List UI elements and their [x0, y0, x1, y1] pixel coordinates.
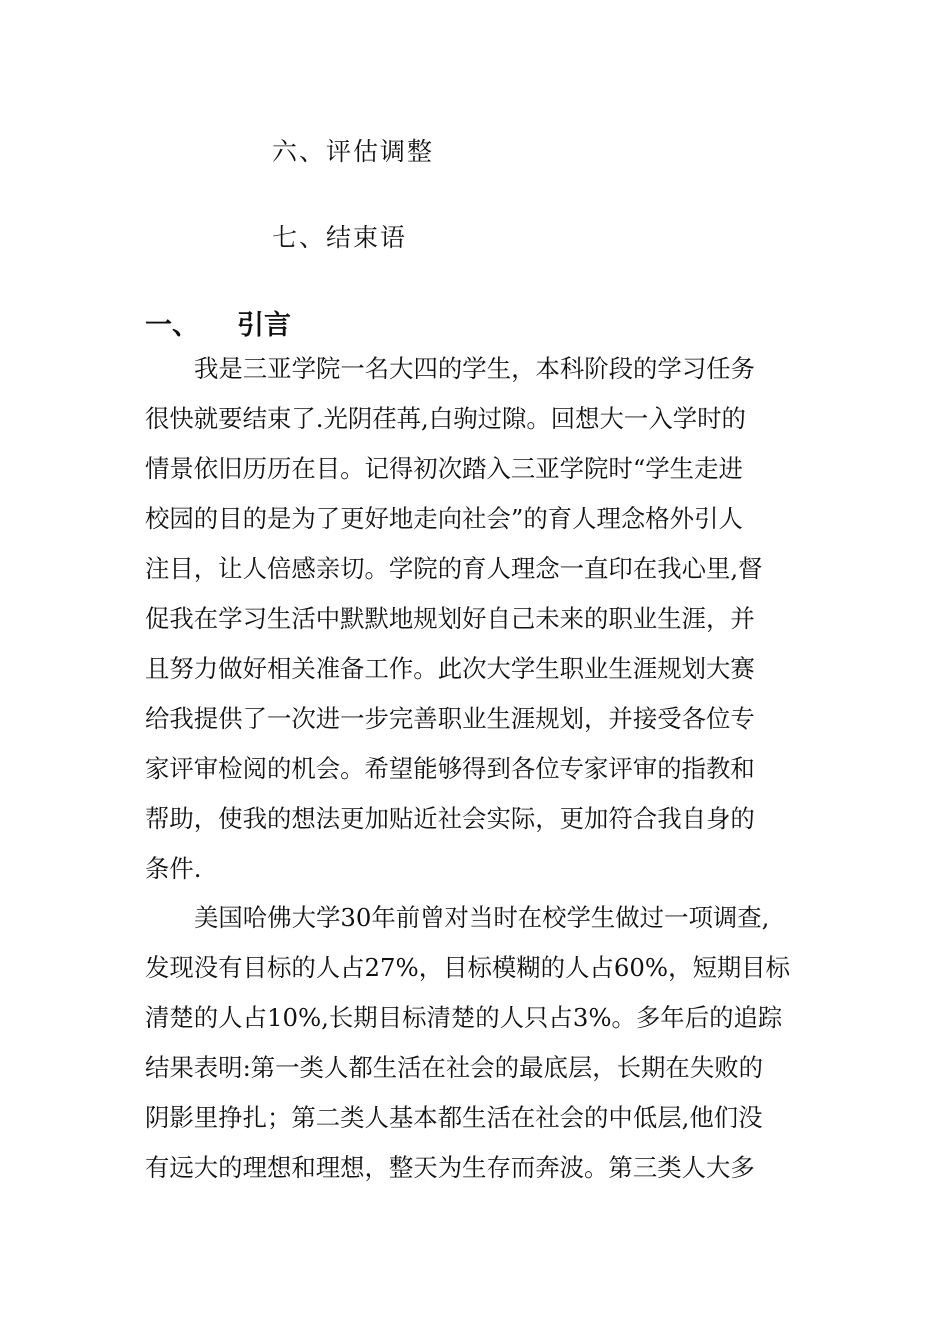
toc-item-evaluation-adjustment: 六、评估调整 [272, 137, 435, 166]
paragraph-line: 注目，让人倍感亲切。学院的育人理念一直印在我心里,督 [145, 554, 763, 583]
paragraph-line: 家评审检阅的机会。希望能够得到各位专家评审的指教和 [145, 754, 755, 783]
section-heading [145, 303, 291, 342]
paragraph-line: 且努力做好相关准备工作。此次大学生职业生涯规划大赛 [145, 654, 755, 683]
paragraph-introduction [145, 344, 809, 894]
paragraph-line: 帮助，使我的想法更加贴近社会实际，更加符合我自身的 [145, 804, 755, 833]
paragraph-line: 阴影里挣扎；第二类人基本都生活在社会的中低层,他们没 [145, 1103, 763, 1132]
paragraph-harvard-survey [145, 893, 809, 1193]
toc-item-conclusion: 七、结束语 [272, 223, 408, 252]
paragraph-line: 美国哈佛大学30年前曾对当时在校学生做过一项调查, [194, 903, 770, 932]
paragraph-line: 条件. [145, 854, 202, 883]
paragraph-line: 清楚的人占10%,长期目标清楚的人只占3%。多年后的追踪 [145, 1003, 783, 1032]
paragraph-line: 我是三亚学院一名大四的学生，本科阶段的学习任务 [194, 354, 755, 383]
paragraph-line: 很快就要结束了.光阴荏苒,白驹过隙。回想大一入学时的 [145, 404, 746, 433]
paragraph-line: 校园的目的是为了更好地走向社会”的育人理念格外引人 [145, 504, 743, 533]
paragraph-line: 结果表明:第一类人都生活在社会的最底层，长期在失败的 [145, 1053, 763, 1082]
paragraph-line: 给我提供了一次进一步完善职业生涯规划，并接受各位专 [145, 704, 755, 733]
paragraph-line: 促我在学习生活中默默地规划好自己未来的职业生涯，并 [145, 604, 755, 633]
paragraph-line: 有远大的理想和理想，整天为生存而奔波。第三类人大多 [145, 1153, 755, 1182]
paragraph-line: 情景依旧历历在目。记得初次踏入三亚学院时“学生走进 [145, 454, 743, 483]
section-title: 引言 [237, 310, 291, 341]
paragraph-line: 发现没有目标的人占27%，目标模糊的人占60%，短期目标 [145, 953, 791, 982]
section-number: 一、 [145, 310, 199, 341]
